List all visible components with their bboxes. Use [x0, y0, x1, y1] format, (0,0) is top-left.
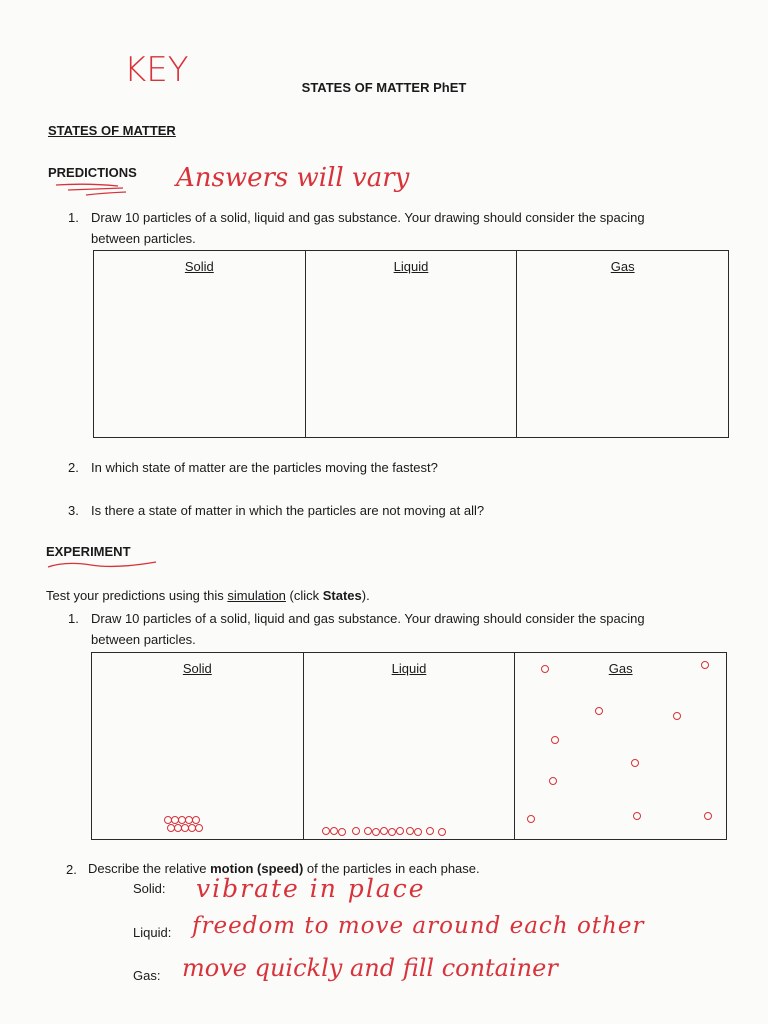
experiment-q1-line1: Draw 10 particles of a solid, liquid and gas substance. Your drawing should consider the spacing: [91, 611, 645, 626]
intro-bold: States: [322, 588, 362, 603]
gas-label: Gas:: [133, 968, 161, 983]
liquid-particle: [396, 827, 404, 835]
liquid-particle: [330, 827, 338, 835]
liquid-particle: [364, 827, 372, 835]
column-header-gas: Gas: [608, 661, 633, 676]
question-number: 1.: [68, 210, 79, 225]
liquid-label: Liquid:: [133, 925, 172, 940]
liquid-particle: [372, 828, 380, 836]
experiment-gas-box[interactable]: [515, 653, 727, 840]
gas-particle: [527, 815, 535, 823]
gas-particle: [549, 777, 557, 785]
solid-particle: [195, 824, 203, 832]
question-number: 3.: [68, 503, 79, 518]
key-annotation: KEY: [124, 50, 189, 90]
prediction-q1-line1: Draw 10 particles of a solid, liquid and gas substance. Your drawing should consider the spacing: [91, 210, 645, 225]
gas-particle: [551, 736, 559, 744]
intro-mid: (click: [285, 588, 323, 603]
experiment-solid-box[interactable]: [92, 653, 304, 840]
question-number: 1.: [68, 611, 79, 626]
experiment-heading: EXPERIMENT: [46, 544, 131, 559]
experiment-liquid-box[interactable]: [303, 653, 515, 840]
intro-pre: Test your predictions using this: [46, 588, 228, 603]
prediction-q2-text: In which state of matter are the particles moving the fastest?: [91, 460, 438, 475]
prediction-q1-line2: between particles.: [91, 231, 196, 246]
experiment-drawing-table: [91, 652, 727, 840]
column-header-solid: Solid: [182, 661, 212, 676]
liquid-particle: [414, 828, 422, 836]
experiment-q1-text: [91, 608, 711, 650]
section-heading: STATES OF MATTER: [48, 123, 176, 138]
column-header-solid: Solid: [184, 259, 214, 274]
question-number: 2.: [66, 862, 77, 877]
predictions-underline-scribble: [48, 180, 138, 200]
liquid-particle: [322, 827, 330, 835]
liquid-particle: [406, 827, 414, 835]
experiment-q1-line2: between particles.: [91, 632, 196, 647]
experiment-underline-scribble: [46, 557, 166, 573]
prediction-q3-text: Is there a state of matter in which the particles are not moving at all?: [91, 503, 485, 518]
solid-label: Solid:: [133, 881, 166, 896]
column-header-gas: Gas: [610, 259, 635, 274]
gas-particle: [631, 759, 639, 767]
intro-post: ).: [361, 588, 370, 603]
gas-particle: [704, 812, 712, 820]
prediction-solid-box[interactable]: [94, 251, 306, 438]
liquid-particle: [426, 827, 434, 835]
gas-particle: [595, 707, 603, 715]
predictions-annotation: Answers will vary: [176, 163, 410, 193]
experiment-intro: [46, 585, 370, 606]
q2-bold: motion (speed): [210, 861, 304, 876]
simulation-link[interactable]: simulation: [227, 588, 286, 603]
liquid-particle: [352, 827, 360, 835]
prediction-gas-box[interactable]: [517, 251, 729, 438]
question-number: 2.: [68, 460, 79, 475]
liquid-particle: [338, 828, 346, 836]
gas-particle: [633, 812, 641, 820]
prediction-q1-text: [91, 207, 711, 249]
liquid-particle: [438, 828, 446, 836]
gas-answer: move quickly and fill container: [182, 954, 558, 982]
column-header-liquid: Liquid: [391, 661, 427, 676]
solid-particle: [192, 816, 200, 824]
liquid-particle: [380, 827, 388, 835]
column-header-liquid: Liquid: [393, 259, 429, 274]
q2-post: of the particles in each phase.: [303, 861, 480, 876]
q2-pre: Describe the relative: [88, 861, 211, 876]
prediction-drawing-table: [93, 250, 729, 438]
gas-particle: [673, 712, 681, 720]
liquid-particle: [388, 828, 396, 836]
predictions-heading: PREDICTIONS: [48, 165, 137, 180]
page-title: STATES OF MATTER PhET: [301, 80, 467, 95]
liquid-answer: freedom to move around each other: [192, 913, 645, 939]
prediction-liquid-box[interactable]: [305, 251, 517, 438]
solid-answer: vibrate in place: [196, 874, 426, 903]
